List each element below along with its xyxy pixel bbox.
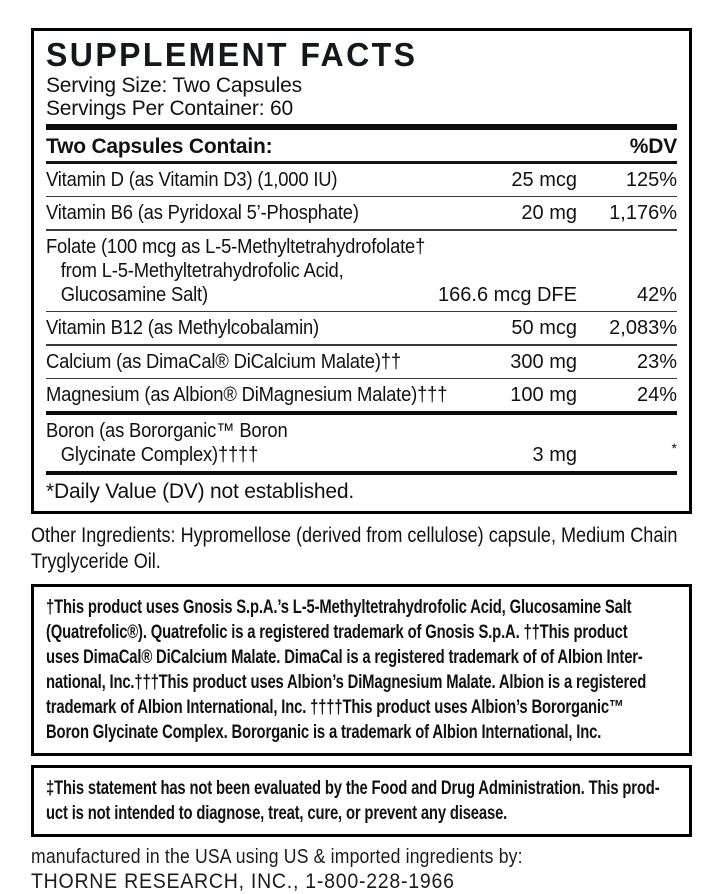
table-row-calcium [46,346,677,378]
nutrient-name: Vitamin D (as Vitamin D3) (1,000 IU) [46,168,338,191]
table-row-vitamin-b6 [46,197,677,229]
disclaimer-line: uct is not intended to diagnose, treat, cure, or prevent any disease. [46,803,508,824]
nutrient-amount: 300 mg [510,350,577,373]
note-line: trademark of Albion International, Inc. ††††This product uses Albion’s Bororganic™ [46,697,624,718]
nutrient-name: Boron (as Bororganic™ Boron Glycinate Complex)†††† [46,420,288,466]
nutrient-dv: 125% [625,168,677,191]
nutrient-dv: 2,083% [609,317,677,339]
note-line: national, Inc.†††This product uses Albion’s DiMagnesium Malate. Albion is a registered [46,672,647,693]
nutrient-name: Calcium (as DimaCal® DiCalcium Malate)†† [46,350,401,373]
other-ingredients-line: Tryglyceride Oil. [31,550,161,573]
table-row-vitamin-b12 [46,312,677,344]
supplement-facts-panel [31,28,692,514]
table-header-left: Two Capsules Contain: [46,135,273,158]
nutrient-amount: 25 mcg [511,168,577,191]
note-line: (Quatrefolic®). Quatrefolic is a registered trademark of Gnosis S.p.A. ††This product [46,622,628,643]
note-line: uses DimaCal® DiCalcium Malate. DimaCal is a registered trademark of of Albion Inter- [46,647,643,668]
table-row-vitamin-d [46,164,677,196]
table-row-folate [46,231,677,311]
nutrient-dv: * [671,440,677,456]
fda-disclaimer-box [31,765,692,837]
divider-thick-bar [46,124,677,130]
nutrient-dv: 42% [636,283,677,306]
nutrient-dv: 24% [636,384,677,406]
trademark-notes-box [31,584,692,756]
other-ingredients-line: Other Ingredients: Hypromellose (derived from cellulose) capsule, Medium Chain [31,524,678,547]
nutrient-amount: 3 mg [532,444,577,466]
nutrient-amount: 166.6 mcg DFE [438,283,577,306]
table-header-row [46,133,677,161]
nutrient-name: Folate (100 mcg as L-5-Methyltetrahydrofolate† from L-5-Methyltetrahydrofolic Acid, Glucosamine Salt) [46,235,426,306]
nutrient-dv: 1,176% [609,202,677,224]
serving-size: Serving Size: Two Capsules [46,74,302,97]
servings-per-container: Servings Per Container: 60 [46,97,293,120]
nutrient-name: Magnesium (as Albion® DiMagnesium Malate)††† [46,384,448,406]
supplement-facts-title: SUPPLEMENT FACTS [46,36,418,73]
manufacturer-footer [31,846,692,894]
nutrient-name: Vitamin B6 (as Pyridoxal 5’-Phosphate) [46,202,359,224]
note-line: Boron Glycinate Complex. Bororganic is a trademark of Albion International, Inc. [46,722,602,743]
disclaimer-line: ‡This statement has not been evaluated by the Food and Drug Administration. This prod- [46,778,660,799]
nutrient-amount: 100 mg [510,384,577,406]
manufactured-line: manufactured in the USA using US & imported ingredients by: [31,846,523,868]
nutrient-name: Vitamin B12 (as Methylcobalamin) [46,317,319,339]
table-row-magnesium [46,379,677,411]
manufacturer-name-phone: THORNE RESEARCH, INC., 1-800-228-1966 [31,870,455,893]
nutrient-dv: 23% [636,350,677,373]
note-line: †This product uses Gnosis S.p.A.’s L-5-Methyltetrahydrofolic Acid, Glucosamine Salt [46,597,632,618]
daily-value-note: *Daily Value (DV) not established. [46,480,354,503]
nutrient-amount: 20 mg [521,202,577,224]
table-header-dv: %DV [629,135,677,158]
table-row-boron [46,415,677,471]
other-ingredients [31,523,692,575]
nutrient-amount: 50 mcg [511,317,577,339]
